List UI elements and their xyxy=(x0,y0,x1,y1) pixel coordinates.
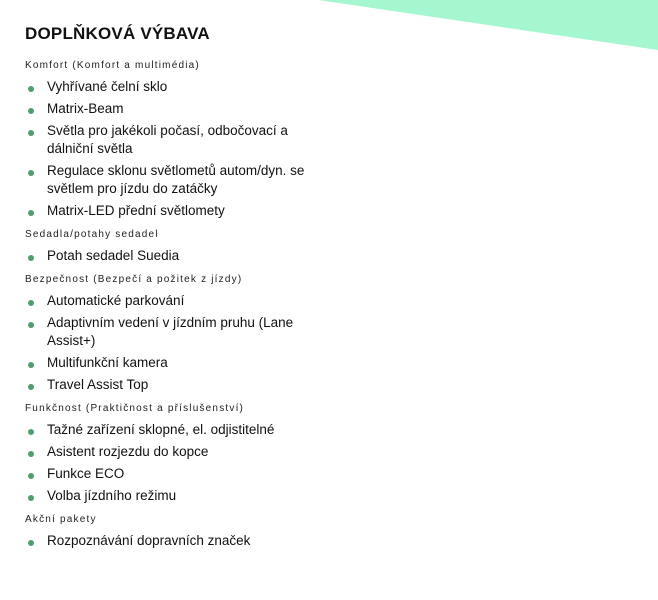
feature-item xyxy=(25,487,337,505)
bullet-dot-icon xyxy=(28,210,34,216)
feature-item-label: Světla pro jakékoli počasí, odbočovací a dálniční světla xyxy=(47,123,288,156)
bullet-dot-icon xyxy=(28,384,34,390)
feature-item xyxy=(25,78,337,96)
feature-item xyxy=(25,202,337,220)
section-title: Komfort (Komfort a multimédia) xyxy=(25,60,200,71)
bullet-dot-icon xyxy=(28,86,34,92)
feature-list xyxy=(25,247,635,265)
bullet-dot-icon xyxy=(28,495,34,501)
bullet-dot-icon xyxy=(28,300,34,306)
bullet-dot-icon xyxy=(28,540,34,546)
feature-item xyxy=(25,465,337,483)
feature-item-label: Tažné zařízení sklopné, el. odjistitelné xyxy=(47,422,275,437)
section-title: Bezpečnost (Bezpečí a požitek z jízdy) xyxy=(25,274,243,285)
sections-container xyxy=(25,59,635,550)
feature-item-label: Volba jízdního režimu xyxy=(47,488,177,503)
feature-item-label: Funkce ECO xyxy=(47,466,125,481)
feature-item-label: Asistent rozjezdu do kopce xyxy=(47,444,209,459)
feature-item xyxy=(25,354,337,372)
equipment-list xyxy=(25,24,635,558)
feature-item xyxy=(25,376,337,394)
feature-item xyxy=(25,247,337,265)
section-title: Sedadla/potahy sedadel xyxy=(25,229,159,240)
bullet-dot-icon xyxy=(28,108,34,114)
feature-item-label: Multifunkční kamera xyxy=(47,355,168,370)
feature-item xyxy=(25,162,337,198)
feature-item-label: Matrix-Beam xyxy=(47,101,124,116)
feature-item-label: Travel Assist Top xyxy=(47,377,149,392)
feature-list xyxy=(25,78,635,220)
feature-item xyxy=(25,532,337,550)
feature-item xyxy=(25,314,337,350)
feature-list xyxy=(25,421,635,505)
feature-item-label: Potah sedadel Suedia xyxy=(47,248,180,263)
feature-item-label: Vyhřívané čelní sklo xyxy=(47,79,168,94)
section-title: Funkčnost (Praktičnost a příslušenství) xyxy=(25,403,245,414)
feature-list xyxy=(25,532,635,550)
bullet-dot-icon xyxy=(28,473,34,479)
bullet-dot-icon xyxy=(28,322,34,328)
bullet-dot-icon xyxy=(28,255,34,261)
bullet-dot-icon xyxy=(28,130,34,136)
feature-item xyxy=(25,122,337,158)
feature-item-label: Regulace sklonu světlometů autom/dyn. se světlem pro jízdu do zatáčky xyxy=(47,163,305,196)
feature-item xyxy=(25,421,337,439)
feature-item xyxy=(25,292,337,310)
feature-item xyxy=(25,100,337,118)
bullet-dot-icon xyxy=(28,170,34,176)
feature-item-label: Rozpoznávání dopravních značek xyxy=(47,533,251,548)
feature-item-label: Automatické parkování xyxy=(47,293,185,308)
feature-item-label: Adaptivním vedení v jízdním pruhu (Lane Assist+) xyxy=(47,315,294,348)
section-title: Akční pakety xyxy=(25,514,97,525)
feature-item xyxy=(25,443,337,461)
feature-list xyxy=(25,292,635,394)
bullet-dot-icon xyxy=(28,451,34,457)
bullet-dot-icon xyxy=(28,429,34,435)
page-title: DOPLŇKOVÁ VÝBAVA xyxy=(25,24,210,43)
feature-item-label: Matrix-LED přední světlomety xyxy=(47,203,225,218)
bullet-dot-icon xyxy=(28,362,34,368)
